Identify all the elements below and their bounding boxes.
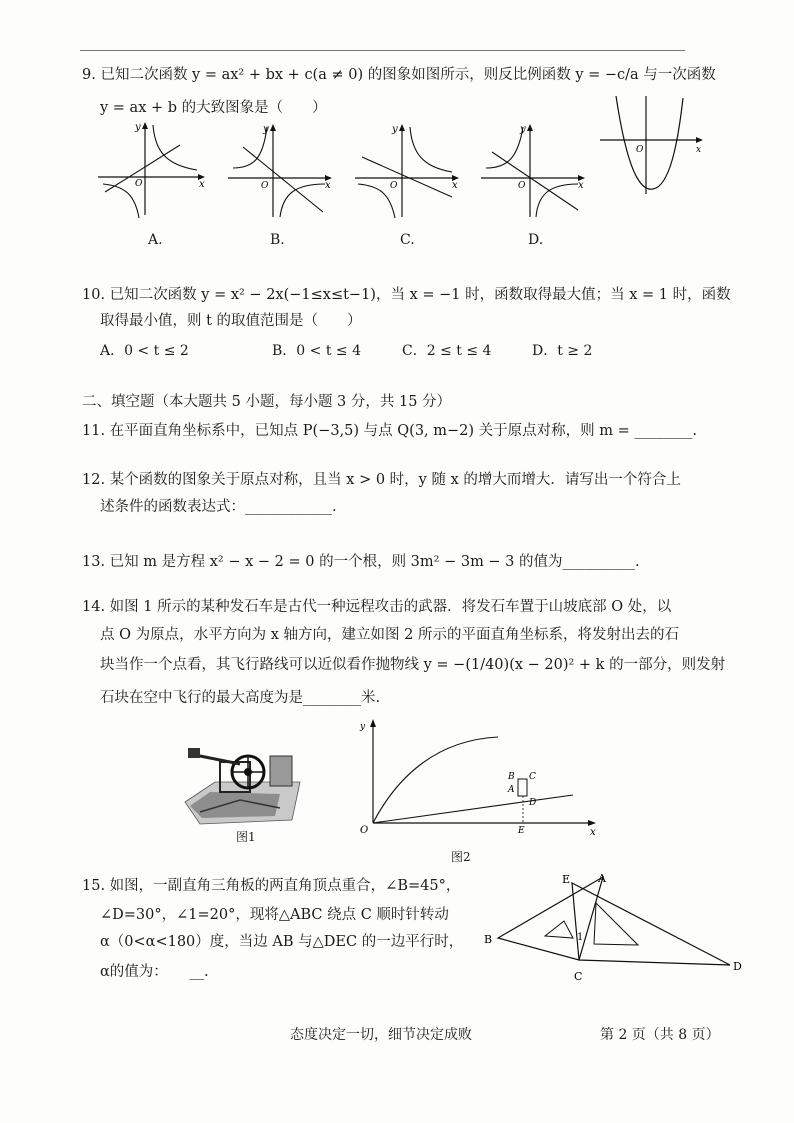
q14-line1: 14. 如图 1 所示的某种发石车是古代一种远程攻击的武器．将发石车置于山坡底部 O 处，以 (82, 599, 672, 615)
fig2-origin: O (360, 825, 369, 836)
q12-line1: 12. 某个函数的图象关于原点对称，且当 x > 0 时，y 随 x 的增大而增大．请写出一个符合上 (82, 472, 681, 488)
q9b-y-label: y (263, 124, 269, 135)
tri-label-b: B (484, 933, 493, 946)
q14-line2: 点 O 为原点，水平方向为 x 轴方向，建立如图 2 所示的平面直角坐标系，将发射出去的石 (100, 627, 679, 643)
q9a-origin: O (135, 179, 143, 189)
q9-option-c: C. (400, 232, 415, 248)
q9-graph-a (95, 120, 210, 220)
fig2-caption: 图2 (451, 850, 471, 864)
q9-line1: 9. 已知二次函数 y = ax² + bx + c(a ≠ 0) 的图象如图所示，则反比例函数 y = −c/a 与一次函数 (82, 67, 716, 83)
q11-text: 11. 在平面直角坐标系中，已知点 P(−3,5) 与点 Q(3, m−2) 关于原点对称，则 m = ________. (82, 423, 697, 439)
tri-label-c: C (574, 970, 583, 983)
q10-option-d: D．t ≥ 2 (532, 343, 593, 359)
q14-line4: 石块在空中飞行的最大高度为是________米. (100, 690, 381, 706)
q15-line1: 15. 如图，一副直角三角板的两直角顶点重合，∠B=45°， (82, 878, 461, 894)
q15-line2: ∠D=30°，∠1=20°，现将△ABC 绕点 C 顺时针转动 (100, 907, 449, 923)
q9-graph-b (225, 122, 340, 222)
q9d-origin: O (518, 181, 526, 191)
q15-line3: α（0<α<180）度，当边 AB 与△DEC 的一边平行时， (100, 934, 464, 950)
q9a-x-label: x (199, 179, 205, 190)
q9d-y-label: y (520, 124, 526, 135)
tri-label-a: A (598, 872, 606, 885)
q10-line2: 取得最小值，则 t 的取值范围是（ ） (100, 313, 362, 329)
trajectory-figure (358, 715, 603, 845)
q10-option-a: A．0 < t ≤ 2 (100, 343, 189, 359)
q9-option-b: B. (270, 232, 285, 248)
q9-parabola-origin: O (636, 145, 644, 155)
q9-line2: y = ax + b 的大致图象是（ ） (100, 100, 327, 116)
fig2-point-e: E (518, 826, 525, 836)
q10-option-c: C．2 ≤ t ≤ 4 (402, 343, 492, 359)
q9-graph-c (352, 122, 467, 222)
q9-option-a: A. (148, 232, 163, 248)
triangle-figure (480, 868, 750, 983)
q13-text: 13. 已知 m 是方程 x² − x − 2 = 0 的一个根，则 3m² − 3m − 3 的值为__________. (82, 554, 640, 570)
q9-parabola-graph (598, 92, 710, 197)
q9c-x-label: x (452, 180, 458, 191)
q9-option-d: D. (528, 232, 544, 248)
footer-page-number: 第 2 页（共 8 页） (600, 1027, 720, 1043)
q10-option-b: B．0 < t ≤ 4 (272, 343, 361, 359)
fig2-y-label: y (360, 722, 366, 732)
fig2-x-label: x (590, 827, 596, 838)
fig1-caption: 图1 (236, 830, 256, 844)
top-rule (80, 50, 685, 51)
q10-line1: 10. 已知二次函数 y = x² − 2x(−1≤x≤t−1)，当 x = −1 时，函数取得最大值；当 x = 1 时，函数 (82, 287, 731, 303)
q9b-x-label: x (325, 180, 331, 191)
fig2-point-a: A (508, 785, 515, 795)
tri-label-d: D (733, 960, 742, 973)
fig2-point-c: C (529, 772, 536, 782)
q9b-origin: O (261, 181, 269, 191)
q14-line3: 块当作一个点看，其飞行路线可以近似看作抛物线 y = −(1/40)(x − 20)² + k 的一部分，则发射 (100, 657, 726, 673)
fig2-point-d: D (529, 798, 537, 808)
section-fill-in-heading: 二、填空题（本大题共 5 小题，每小题 3 分，共 15 分） (82, 394, 452, 410)
q9d-x-label: x (578, 180, 584, 191)
q9c-y-label: y (392, 124, 398, 135)
q9-parabola-x-label: x (696, 145, 702, 155)
catapult-figure (180, 742, 305, 827)
q9-graph-d (478, 122, 593, 222)
q12-line2: 述条件的函数表达式：____________. (100, 499, 337, 515)
tri-label-e: E (562, 873, 571, 886)
fig2-point-b: B (508, 772, 515, 782)
tri-angle-1: 1 (577, 932, 584, 943)
q9c-origin: O (390, 181, 398, 191)
q15-line4: α的值为： __. (100, 964, 209, 980)
footer-motto: 态度决定一切，细节决定成败 (290, 1027, 472, 1043)
q9a-y-label: y (135, 122, 141, 133)
